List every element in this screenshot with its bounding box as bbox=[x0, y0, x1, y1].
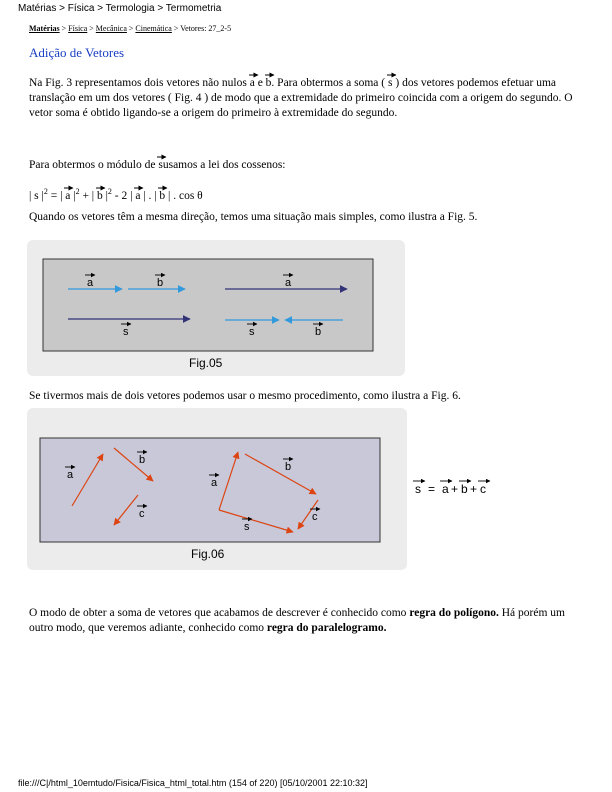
para2-text: usamos a lei dos cossenos: bbox=[162, 159, 286, 171]
formula-exponent: 2 bbox=[107, 187, 112, 196]
vector-b-symbol bbox=[266, 73, 272, 89]
breadcrumb-link-cinematica[interactable]: Cinemática bbox=[135, 24, 172, 33]
equation-b: b bbox=[461, 482, 468, 496]
vector-a-letter: a bbox=[135, 189, 141, 202]
vector-s-symbol bbox=[158, 155, 162, 171]
formula-part: | bbox=[102, 189, 108, 202]
paragraph-polygon-rule bbox=[29, 606, 584, 636]
figure-caption: Fig.06 bbox=[191, 547, 225, 561]
paragraph-more-vectors: Se tivermos mais de dois vetores podemos usar o mesmo procedimento, como ilustra a Fig. 6. bbox=[29, 390, 461, 402]
formula-part: | . | bbox=[140, 189, 160, 202]
cosine-law-formula bbox=[29, 184, 584, 204]
header-path: Matérias > Física > Termologia > Termometria bbox=[18, 3, 222, 14]
equation-plus: + bbox=[451, 482, 459, 496]
section-title: Adição de Vetores bbox=[29, 45, 125, 60]
sum-equation bbox=[413, 481, 490, 496]
figure-caption: Fig.05 bbox=[189, 356, 223, 370]
equation-plus: + bbox=[470, 482, 478, 496]
formula-exponent: 2 bbox=[75, 187, 80, 196]
vector-b-letter: b bbox=[265, 77, 272, 89]
label-s: s bbox=[123, 326, 129, 338]
figure-05 bbox=[27, 240, 405, 376]
label-a: a bbox=[87, 277, 94, 289]
equation-a: a bbox=[442, 482, 449, 496]
vector-s-letter: s bbox=[388, 77, 393, 89]
figure-panel bbox=[40, 438, 380, 542]
formula-part: | . cos bbox=[165, 189, 198, 202]
breadcrumb-separator: > bbox=[128, 24, 134, 33]
breadcrumb-separator: > bbox=[61, 24, 67, 33]
label-a: a bbox=[211, 477, 218, 489]
label-b: b bbox=[139, 454, 146, 466]
vector-a-symbol bbox=[135, 186, 140, 202]
breadcrumb-link-fisica[interactable]: Física bbox=[68, 24, 88, 33]
label-a: a bbox=[67, 469, 74, 481]
para2-text: Para obtermos o módulo de bbox=[29, 159, 159, 171]
formula-exponent: 2 bbox=[43, 187, 48, 196]
term-parallelogram-rule: regra do paralelogramo. bbox=[266, 622, 387, 634]
vector-s-symbol bbox=[388, 73, 392, 89]
breadcrumb-link-materias[interactable]: Matérias bbox=[29, 24, 60, 33]
paragraph-same-direction: Quando os vetores têm a mesma direção, temos uma situação mais simples, como ilustra a Fig. 5. bbox=[29, 211, 478, 223]
breadcrumb-separator: > bbox=[173, 24, 179, 33]
theta-symbol: θ bbox=[197, 189, 203, 202]
label-b: b bbox=[285, 461, 292, 473]
breadcrumb-separator: > bbox=[89, 24, 94, 33]
label-b: b bbox=[157, 277, 164, 289]
vector-b-symbol bbox=[97, 186, 103, 202]
breadcrumb bbox=[29, 24, 231, 33]
formula-part: - 2 | bbox=[111, 189, 136, 202]
term-polygon-rule: regra do polígono. bbox=[409, 607, 499, 619]
para1-text: . Para obtermos a soma ( bbox=[271, 77, 388, 89]
vector-b-letter: b bbox=[159, 189, 166, 202]
vector-a-symbol bbox=[65, 186, 70, 202]
equation-equals: = bbox=[428, 482, 436, 496]
formula-part: | s | bbox=[29, 189, 44, 202]
vector-b-letter: b bbox=[96, 189, 103, 202]
vector-a-symbol bbox=[250, 73, 255, 89]
formula-part: = | bbox=[47, 189, 66, 202]
label-s: s bbox=[244, 521, 250, 533]
para1-text: Na Fig. 3 representamos dois vetores não nulos bbox=[29, 77, 250, 89]
vector-s-letter: s bbox=[158, 159, 163, 171]
vector-b-symbol bbox=[159, 186, 165, 202]
footer-path: file:///C|/html_10emtudo/Fisica/Fisica_html_total.htm (154 of 220) [05/10/2001 22:10:32] bbox=[18, 778, 368, 788]
equation-s: s bbox=[415, 482, 421, 496]
label-c: c bbox=[139, 508, 145, 520]
breadcrumb-link-mecanica[interactable]: Mecânica bbox=[95, 24, 127, 33]
paragraph-modulus bbox=[29, 155, 584, 173]
figure-06 bbox=[27, 408, 507, 570]
para1-text: e bbox=[254, 77, 266, 89]
label-a: a bbox=[285, 277, 292, 289]
vector-a-letter: a bbox=[249, 77, 255, 89]
figure-panel bbox=[43, 259, 373, 351]
label-c: c bbox=[312, 511, 318, 523]
equation-c: c bbox=[480, 482, 486, 496]
para5-text: Há porém um outro modo, que veremos adiante, conhecido como bbox=[29, 607, 565, 634]
label-s: s bbox=[249, 326, 255, 338]
vector-a-letter: a bbox=[65, 189, 71, 202]
formula-part: | bbox=[70, 189, 76, 202]
breadcrumb-current: Vetores: 27_2-5 bbox=[180, 24, 232, 33]
para5-text: O modo de obter a soma de vetores que acabamos de descrever é conhecido como bbox=[29, 607, 410, 619]
formula-part: + | bbox=[79, 189, 97, 202]
paragraph-intro bbox=[29, 73, 584, 121]
label-b: b bbox=[315, 326, 322, 338]
para1-text: ) dos vetores podemos efetuar uma translação em um dos vetores ( Fig. 4 ) de modo que a extremidade do primeiro coincida com a origem do segundo. O vetor soma é obtido ligando-se a origem do primeiro à extremidade do segundo. bbox=[29, 77, 573, 119]
